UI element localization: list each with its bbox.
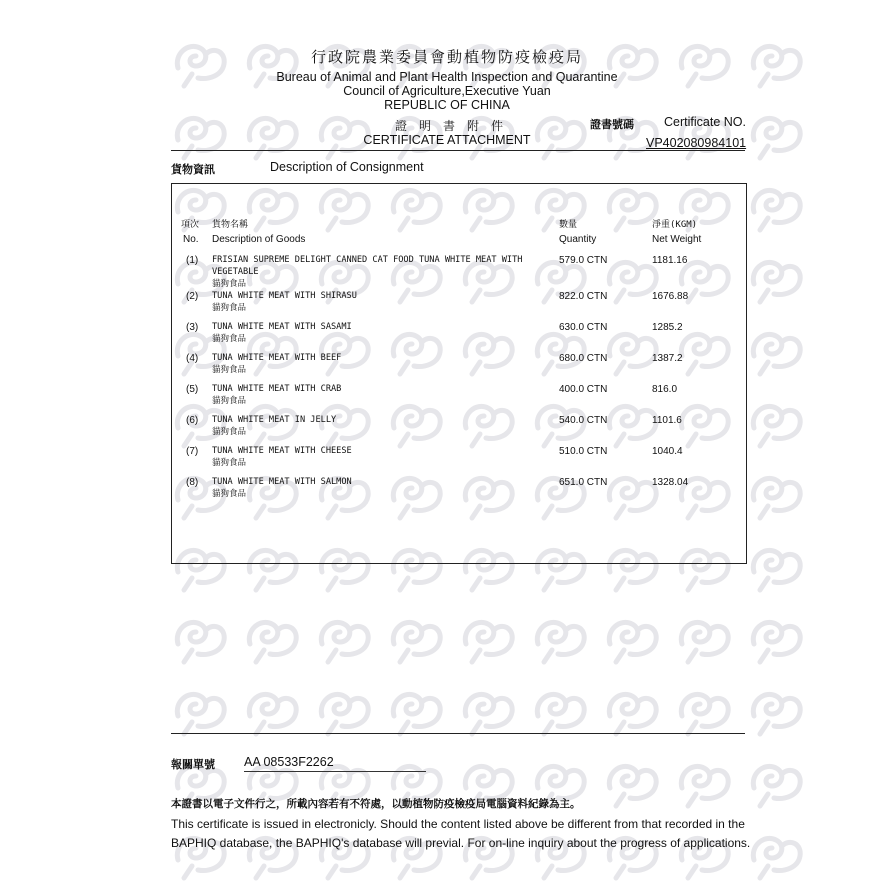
header-divider xyxy=(171,150,745,151)
col-goods-en: Description of Goods xyxy=(212,234,306,245)
net-weight-value: 1387.2 xyxy=(652,353,683,364)
agency-title-en: Bureau of Animal and Plant Health Inspection and Quarantine xyxy=(276,70,618,84)
goods-description-en: TUNA WHITE MEAT WITH BEEF xyxy=(212,353,342,363)
goods-table xyxy=(171,183,747,564)
net-weight-value: 1040.4 xyxy=(652,446,683,457)
row-number: (1) xyxy=(186,255,199,266)
cert-no-value: VP402080984101 xyxy=(646,136,747,150)
goods-description xyxy=(212,445,552,469)
attachment-title-en: CERTIFICATE ATTACHMENT xyxy=(363,133,531,147)
row-number: (3) xyxy=(186,322,199,333)
goods-description-en: TUNA WHITE MEAT WITH SHIRASU xyxy=(212,291,357,301)
notice-zh: 本證書以電子文件行之，所載內容若有不符處，以動植物防疫檢疫局電腦資料紀錄為主。 xyxy=(171,798,581,810)
goods-description-en: TUNA WHITE MEAT WITH CHEESE xyxy=(212,446,352,456)
goods-description-zh: 貓狗食品 xyxy=(212,489,247,499)
goods-description xyxy=(212,254,552,290)
net-weight-value: 1328.04 xyxy=(652,477,689,488)
cert-no-label-zh: 證書號碼 xyxy=(590,118,634,131)
declaration-underline xyxy=(244,771,426,772)
cert-no-label: Certificate NO. xyxy=(664,115,746,129)
quantity-value: 540.0 CTN xyxy=(559,415,608,426)
col-qty-en: Quantity xyxy=(559,234,597,245)
agency-title-zh: 行政院農業委員會動植物防疫檢疫局 xyxy=(310,48,583,66)
quantity-value: 822.0 CTN xyxy=(559,291,608,302)
consignment-label-zh: 貨物資訊 xyxy=(171,163,215,176)
col-no-en: No. xyxy=(183,234,199,245)
goods-description-en: FRISIAN SUPREME DELIGHT CANNED CAT FOOD TUNA WHITE MEAT WITH VEGETABLE xyxy=(212,255,523,277)
row-number: (7) xyxy=(186,446,199,457)
col-weight-zh: 淨重(KGM) xyxy=(652,220,698,230)
col-qty-zh: 數量 xyxy=(559,220,578,230)
goods-description-zh: 貓狗食品 xyxy=(212,334,247,344)
goods-description xyxy=(212,383,552,407)
quantity-value: 400.0 CTN xyxy=(559,384,608,395)
net-weight-value: 1101.6 xyxy=(652,415,682,426)
row-number: (5) xyxy=(186,384,199,395)
goods-description-zh: 貓狗食品 xyxy=(212,396,247,406)
row-number: (2) xyxy=(186,291,199,302)
goods-description-zh: 貓狗食品 xyxy=(212,303,247,313)
net-weight-value: 816.0 xyxy=(652,384,678,395)
goods-description-en: TUNA WHITE MEAT IN JELLY xyxy=(212,415,337,425)
notice-en: This certificate is issued in electronicly. Should the content listed above be different from that recorded in the BAPHIQ database, the BAPHIQ's database will previal. For on-line inquiry about the progress of applications. xyxy=(171,817,751,850)
goods-description-zh: 貓狗食品 xyxy=(212,427,247,437)
goods-description xyxy=(212,414,552,438)
quantity-value: 630.0 CTN xyxy=(559,322,608,333)
goods-description xyxy=(212,321,552,345)
quantity-value: 510.0 CTN xyxy=(559,446,608,457)
net-weight-value: 1285.2 xyxy=(652,322,683,333)
goods-description-en: TUNA WHITE MEAT WITH CRAB xyxy=(212,384,342,394)
row-number: (6) xyxy=(186,415,199,426)
goods-description-en: TUNA WHITE MEAT WITH SASAMI xyxy=(212,322,352,332)
col-goods-zh: 貨物名稱 xyxy=(212,220,249,230)
declaration-number: AA 08533F2262 xyxy=(244,755,334,769)
goods-description-zh: 貓狗食品 xyxy=(212,365,247,375)
quantity-value: 579.0 CTN xyxy=(559,255,608,266)
net-weight-value: 1181.16 xyxy=(652,255,688,266)
net-weight-value: 1676.88 xyxy=(652,291,689,302)
col-no-zh: 項次 xyxy=(181,220,200,230)
quantity-value: 680.0 CTN xyxy=(559,353,608,364)
row-number: (4) xyxy=(186,353,199,364)
quantity-value: 651.0 CTN xyxy=(559,477,608,488)
country-title-en: REPUBLIC OF CHINA xyxy=(384,98,510,112)
goods-description xyxy=(212,476,552,500)
consignment-label-en: Description of Consignment xyxy=(270,160,424,174)
attachment-title-zh: 證明書附件 xyxy=(395,119,516,133)
goods-description xyxy=(212,352,552,376)
goods-description xyxy=(212,290,552,314)
goods-description-en: TUNA WHITE MEAT WITH SALMON xyxy=(212,477,352,487)
col-weight-en: Net Weight xyxy=(652,234,702,245)
row-number: (8) xyxy=(186,477,199,488)
footer-divider xyxy=(171,733,745,734)
council-title-en: Council of Agriculture,Executive Yuan xyxy=(343,84,551,98)
goods-description-zh: 貓狗食品 xyxy=(212,279,247,289)
goods-description-zh: 貓狗食品 xyxy=(212,458,247,468)
declaration-label-zh: 報關單號 xyxy=(171,758,215,771)
